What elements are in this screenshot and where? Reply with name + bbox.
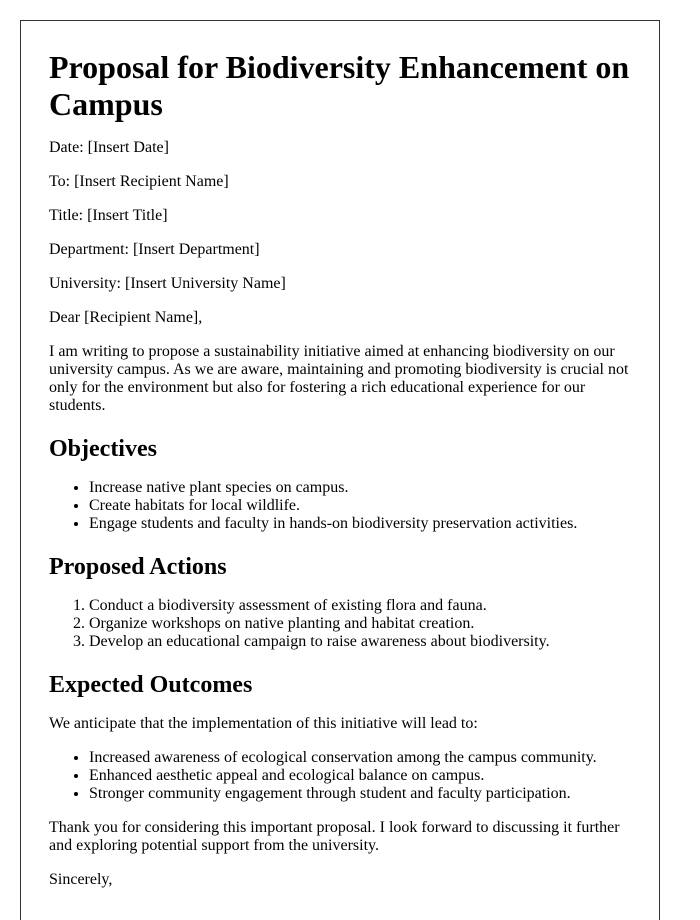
department-line: Department: [Insert Department] bbox=[49, 241, 260, 258]
outcomes-intro: We anticipate that the implementation of this initiative will lead to: bbox=[49, 715, 478, 732]
actions-list bbox=[49, 597, 631, 651]
objectives-list bbox=[49, 479, 631, 533]
objective-item: • Create habitats for local wildlife. bbox=[89, 497, 631, 515]
outcomes-list bbox=[49, 749, 631, 803]
action-item: 3. Develop an educational campaign to raise awareness about biodiversity. bbox=[89, 633, 631, 651]
letter-page bbox=[20, 20, 660, 920]
intro-paragraph: I am writing to propose a sustainability initiative aimed at enhancing biodiversity on our university campus. As we are aware, maintaining and promoting biodiversity is crucial not only for the environment but also for fostering a rich educational experience for our students. bbox=[49, 343, 629, 414]
title-line: Title: [Insert Title] bbox=[49, 207, 168, 224]
outcome-item: • Increased awareness of ecological conservation among the campus community. bbox=[89, 749, 631, 767]
action-item: 2. Organize workshops on native planting and habitat creation. bbox=[89, 615, 631, 633]
outcomes-heading: Expected Outcomes bbox=[49, 672, 253, 698]
salutation: Dear [Recipient Name], bbox=[49, 309, 203, 326]
document-title: Proposal for Biodiversity Enhancement on Campus bbox=[49, 49, 630, 122]
recipient-line: To: [Insert Recipient Name] bbox=[49, 173, 229, 190]
actions-heading: Proposed Actions bbox=[49, 554, 227, 580]
objective-item: • Increase native plant species on campus. bbox=[89, 479, 631, 497]
outcome-item: • Stronger community engagement through student and faculty participation. bbox=[89, 785, 631, 803]
university-line: University: [Insert University Name] bbox=[49, 275, 286, 292]
signoff: Sincerely, bbox=[49, 871, 113, 888]
objectives-heading: Objectives bbox=[49, 436, 157, 462]
outcome-item: • Enhanced aesthetic appeal and ecological balance on campus. bbox=[89, 767, 631, 785]
action-item: 1. Conduct a biodiversity assessment of existing flora and fauna. bbox=[89, 597, 631, 615]
closing-paragraph: Thank you for considering this important proposal. I look forward to discussing it further and exploring potential support from the university. bbox=[49, 819, 620, 854]
objective-item: • Engage students and faculty in hands-on biodiversity preservation activities. bbox=[89, 515, 631, 533]
date-line: Date: [Insert Date] bbox=[49, 139, 169, 156]
